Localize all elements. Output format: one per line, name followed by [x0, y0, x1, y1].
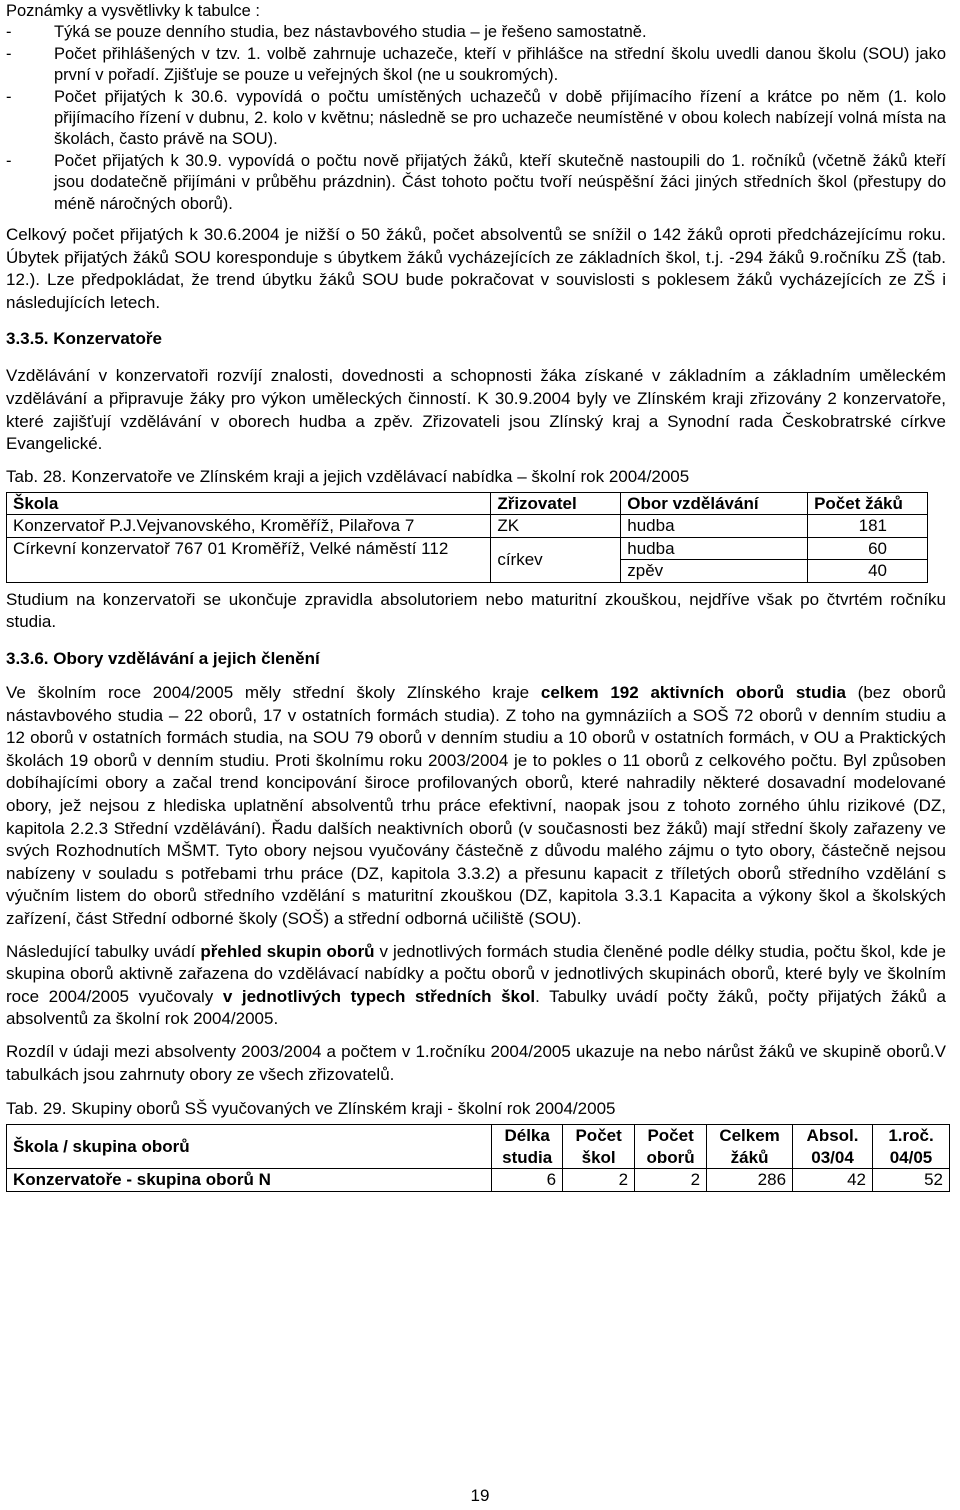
table-cell-field: zpěv [621, 560, 808, 583]
paragraph-total-admitted: Celkový počet přijatých k 30.6.2004 je nižší o 50 žáků, počet absolventů se snížil o 142 žáků oproti předcházejícímu roku. Úbytek přijatých žáků SOU koresponduje s úbytkem žáků vycházejících ze základních škol, t.j. -294 žáků 9.ročníku ZŠ (tab. 12.). Lze předpokládat, že trend úbytku žáků SOU bude pokračovat v souvislosti s poklesem žáků vycházejících ze ZŠ i následujících letech. [6, 225, 946, 312]
paragraph-conservatories: Vzdělávání v konzervatoři rozvíjí znalosti, dovednosti a schopnosti žáka získané v základním a základním uměleckém vzdělávání a připravuje žáky pro výkon uměleckých činností. K 30.9.2004 byly ve Zlínském kraji zřizovány 2 konzervatoře, které zajišťují vzdělávání v oborech hudba a zpěv. Zřizovateli jsou Zlínský kraj a Synodní rada Českobratrské církve Evangelické. [6, 366, 946, 454]
paragraph-difference: Rozdíl v údaji mezi absolventy 2003/2004 a počtem v 1.ročníku 2004/2005 ukazuje na nebo nárůst žáků ve skupině oborů.V tabulkách jsou zahrnuty obory ze všech zřizovatelů. [6, 1041, 946, 1084]
table-row [7, 537, 928, 560]
paragraph-fields-overview: Ve školním roce 2004/2005 měly střední školy Zlínského kraje celkem 192 aktivních oborů studia (bez oborů nástavbového studia – 22 oborů, 17 v ostatních formách studia). Z toho na gymnáziích a SOŠ 72 oborů v denním studiu a 12 oborů v ostatních formách studia, na SOU 79 oborů v denním studiu a 10 oborů v ostatních formách, v OU a Praktických školách 19 oborů v denním studiu. Proti školnímu roku 2003/2004 je to pokles o 11 oborů z celkového počtu. Byl způsoben dobíhajícími obory a začal trend koncipování široce profilovaných oborů, které nahradily některé dosavadní modelované obory, jež nejsou z hlediska uplatnění absolventů trhu práce efektivní, naopak jsou z tohoto zorného úhlu rizikové (DZ, kapitola 2.2.3 Střední vzdělávání). Řadu dalších neaktivních oborů (v současnosti bez žáků) mají střední školy zařazeny ve svých Rozhodnutích MŠMT. Tyto obory nejsou vyučovány částečně z důvodu malého zájmu o tyto obory, částečně nejsou nabízeny v souladu s potřebami trhu práce (DZ, kapitola 3.3.2) a přesunu kapacit z tříletých oborů středního vzdělání s výučním listem do oborů středního vzdělání s maturitní zkouškou (DZ, kapitola 3.3.1 Kapacita a výkony škol a školských zařízení, část Střední odborné školy (SOŠ) a střední odborná učiliště (SOU). [6, 683, 946, 928]
table-cell-schools: 2 [563, 1169, 635, 1192]
table-cell-field: hudba [621, 537, 808, 560]
table29-caption: Tab. 29. Skupiny oborů SŠ vyučovaných ve Zlínském kraji - školní rok 2004/2005 [6, 1099, 616, 1119]
note-item: - Týká se pouze denního studia, bez nástavbového studia – je řešeno samostatně. [6, 23, 647, 42]
table-cell-length: 6 [492, 1169, 563, 1192]
table-header-cell: 1.roč. 04/05 [873, 1125, 950, 1169]
table-cell-school: Církevní konzervatoř 767 01 Kroměříž, Velké náměstí 112 [7, 537, 491, 582]
table-header-cell: Počet škol [563, 1125, 635, 1169]
note-item: - Počet přihlášených v tzv. 1. volbě zahrnuje uchazeče, kteří v přihlášce na střední školu uvedli danou školu (SOU) jako první v pořadí. Zjišťuje se pouze u veřejných škol (ne u soukromých). [6, 44, 946, 85]
table-row [7, 515, 928, 538]
table28 [6, 492, 928, 583]
notes-section [6, 1, 946, 215]
table-cell-fields: 2 [635, 1169, 707, 1192]
section-heading-conservatories: 3.3.5. Konzervatoře [6, 329, 162, 349]
table-header-cell: Délka studia [492, 1125, 563, 1169]
table28-caption: Tab. 28. Konzervatoře ve Zlínském kraji a jejich vzdělávací nabídka – školní rok 2004/2005 [6, 466, 690, 486]
table-cell-founder: církev [491, 537, 621, 582]
table-header-row [7, 1125, 950, 1169]
table-header-cell: Zřizovatel [491, 492, 621, 515]
table-header-cell: Počet oborů [635, 1125, 707, 1169]
table-header-cell: Obor vzdělávání [621, 492, 808, 515]
table-header-cell: Celkem žáků [707, 1125, 793, 1169]
table-header-cell: Škola / skupina oborů [7, 1125, 492, 1169]
notes-heading: Poznámky a vysvětlivky k tabulce : [6, 2, 261, 20]
section-heading-fields: 3.3.6. Obory vzdělávání a jejich členění [6, 649, 320, 668]
table-cell-graduates: 42 [793, 1169, 873, 1192]
table29 [6, 1124, 950, 1192]
table-cell-count: 60 [808, 537, 928, 560]
table-cell-count: 40 [808, 560, 928, 583]
table-row [7, 1169, 950, 1192]
document-page [6, 0, 946, 1192]
table-header-cell: Škola [7, 492, 491, 515]
paragraph-tables-intro: Následující tabulky uvádí přehled skupin oborů v jednotlivých formách studia členěné podle délky studia, počtu škol, kde je skupina oborů aktivně zařazena do vzdělávací nabídky a počtu oborů v jednotlivých skupinách oborů, které byly ve školním roce 2004/2005 vyučovaly v jednotlivých typech středních škol. Tabulky uvádí počty žáků, počty přijatých žáků a absolventů za školní rok 2004/2005. [6, 941, 946, 1029]
table-cell-school: Konzervatoř P.J.Vejvanovského, Kroměříž, Pilařova 7 [7, 515, 491, 538]
table-cell-students: 286 [707, 1169, 793, 1192]
table-header-cell: Počet žáků [808, 492, 928, 515]
table-cell-count: 181 [808, 515, 928, 538]
table-cell-field: hudba [621, 515, 808, 538]
note-item: - Počet přijatých k 30.6. vypovídá o počtu umístěných uchazečů v době přijímacího řízení a krátce po něm (1. kolo přijímacího řízení v dubnu, 2. kolo v květnu; následně se pro uchazeče neumístěné v obou kolech nabízejí volná místa na školách, často právě na SOU). [6, 87, 946, 149]
table-cell-group: Konzervatoře - skupina oborů N [7, 1169, 492, 1192]
table-header-cell: Absol. 03/04 [793, 1125, 873, 1169]
table-header-row [7, 492, 928, 515]
note-item: - Počet přijatých k 30.9. vypovídá o počtu nově přijatých žáků, kteří skutečně nastoupili do 1. ročníků (včetně žáků kteří jsou dodatečně přijímáni v průběhu prázdnin). Část tohoto počtu tvoří neúspěšní žáci jiných středních škol (přestupy do méně náročných oborů). [6, 151, 946, 213]
page-number: 19 [470, 1486, 490, 1505]
paragraph-conservatory-completion: Studium na konzervatoři se ukončuje zpravidla absolutoriem nebo maturitní zkouškou, nejdříve však po čtvrtém ročníku studia. [6, 589, 946, 632]
table-cell-first-year: 52 [873, 1169, 950, 1192]
table-cell-founder: ZK [491, 515, 621, 538]
